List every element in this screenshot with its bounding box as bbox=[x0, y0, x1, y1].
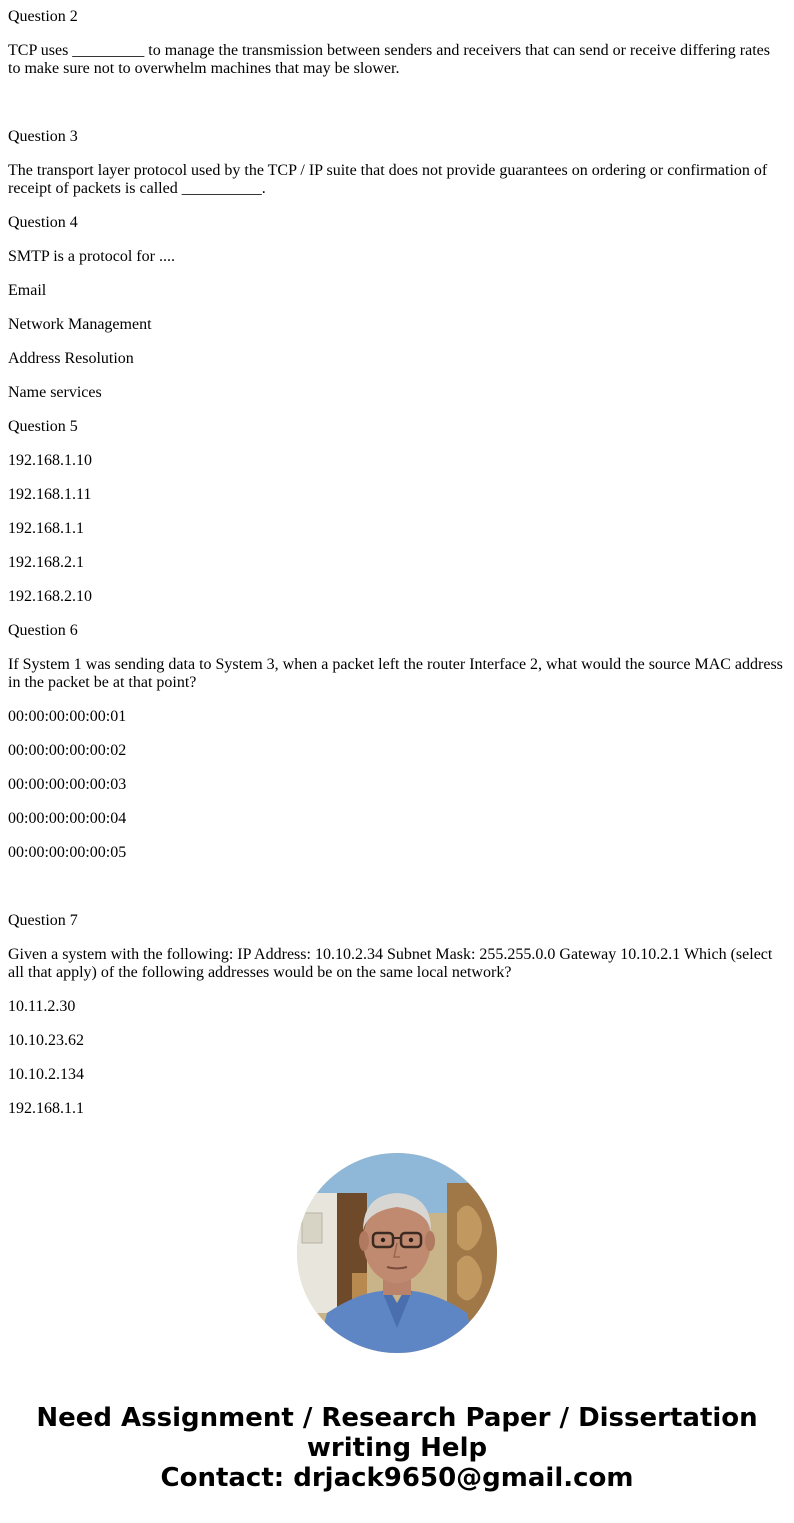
question-4-title: Question 4 bbox=[8, 214, 78, 231]
banner-line: Need Assignment / Research Paper / Dissertation bbox=[36, 1403, 758, 1433]
question-5-option: 192.168.2.1 bbox=[8, 554, 84, 571]
question-2-title: Question 2 bbox=[8, 8, 78, 25]
question-3-title: Question 3 bbox=[8, 128, 78, 145]
question-6-title: Question 6 bbox=[8, 622, 78, 639]
question-6-text: If System 1 was sending data to System 3, when a packet left the router Interface 2, what would the source MAC address in the packet be at that point? bbox=[8, 656, 783, 691]
banner-line: writing Help bbox=[306, 1433, 488, 1463]
document-content bbox=[8, 8, 786, 1134]
question-7-option: 10.10.2.134 bbox=[8, 1066, 84, 1083]
banner-contact: Contact: drjack9650@gmail.com bbox=[160, 1463, 634, 1493]
question-5-option: 192.168.2.10 bbox=[8, 588, 92, 605]
question-7-title: Question 7 bbox=[8, 912, 78, 929]
question-2-text: TCP uses _________ to manage the transmission between senders and receivers that can send or receive differing rates to make sure not to overwhelm machines that may be slower. bbox=[8, 42, 770, 77]
tutor-avatar bbox=[297, 1153, 497, 1353]
question-6-option: 00:00:00:00:00:05 bbox=[8, 844, 127, 861]
spacer bbox=[8, 94, 786, 128]
question-7-option: 192.168.1.1 bbox=[8, 1100, 84, 1117]
question-3-text: The transport layer protocol used by the TCP / IP suite that does not provide guarantees on ordering or confirmation of receipt of packets is called __________. bbox=[8, 162, 768, 197]
question-5-option: 192.168.1.11 bbox=[8, 486, 92, 503]
question-4-option: Address Resolution bbox=[8, 350, 134, 367]
contact-banner bbox=[0, 1403, 794, 1493]
question-4-text: SMTP is a protocol for .... bbox=[8, 248, 175, 265]
tutor-portrait-illustration bbox=[297, 1153, 497, 1353]
question-5-option: 192.168.1.10 bbox=[8, 452, 92, 469]
question-4-option: Name services bbox=[8, 384, 102, 401]
question-6-option: 00:00:00:00:00:01 bbox=[8, 708, 127, 725]
question-6-option: 00:00:00:00:00:02 bbox=[8, 742, 127, 759]
question-6-option: 00:00:00:00:00:04 bbox=[8, 810, 127, 827]
spacer bbox=[8, 878, 786, 912]
question-6-option: 00:00:00:00:00:03 bbox=[8, 776, 127, 793]
question-5-option: 192.168.1.1 bbox=[8, 520, 84, 537]
question-7-option: 10.10.23.62 bbox=[8, 1032, 84, 1049]
question-7-option: 10.11.2.30 bbox=[8, 998, 76, 1015]
question-5-title: Question 5 bbox=[8, 418, 78, 435]
question-7-text: Given a system with the following: IP Address: 10.10.2.34 Subnet Mask: 255.255.0.0 Gateway 10.10.2.1 Which (select all that apply) of the following addresses would be on the same local network? bbox=[8, 946, 773, 981]
question-4-option: Email bbox=[8, 282, 47, 299]
question-4-option: Network Management bbox=[8, 316, 152, 333]
